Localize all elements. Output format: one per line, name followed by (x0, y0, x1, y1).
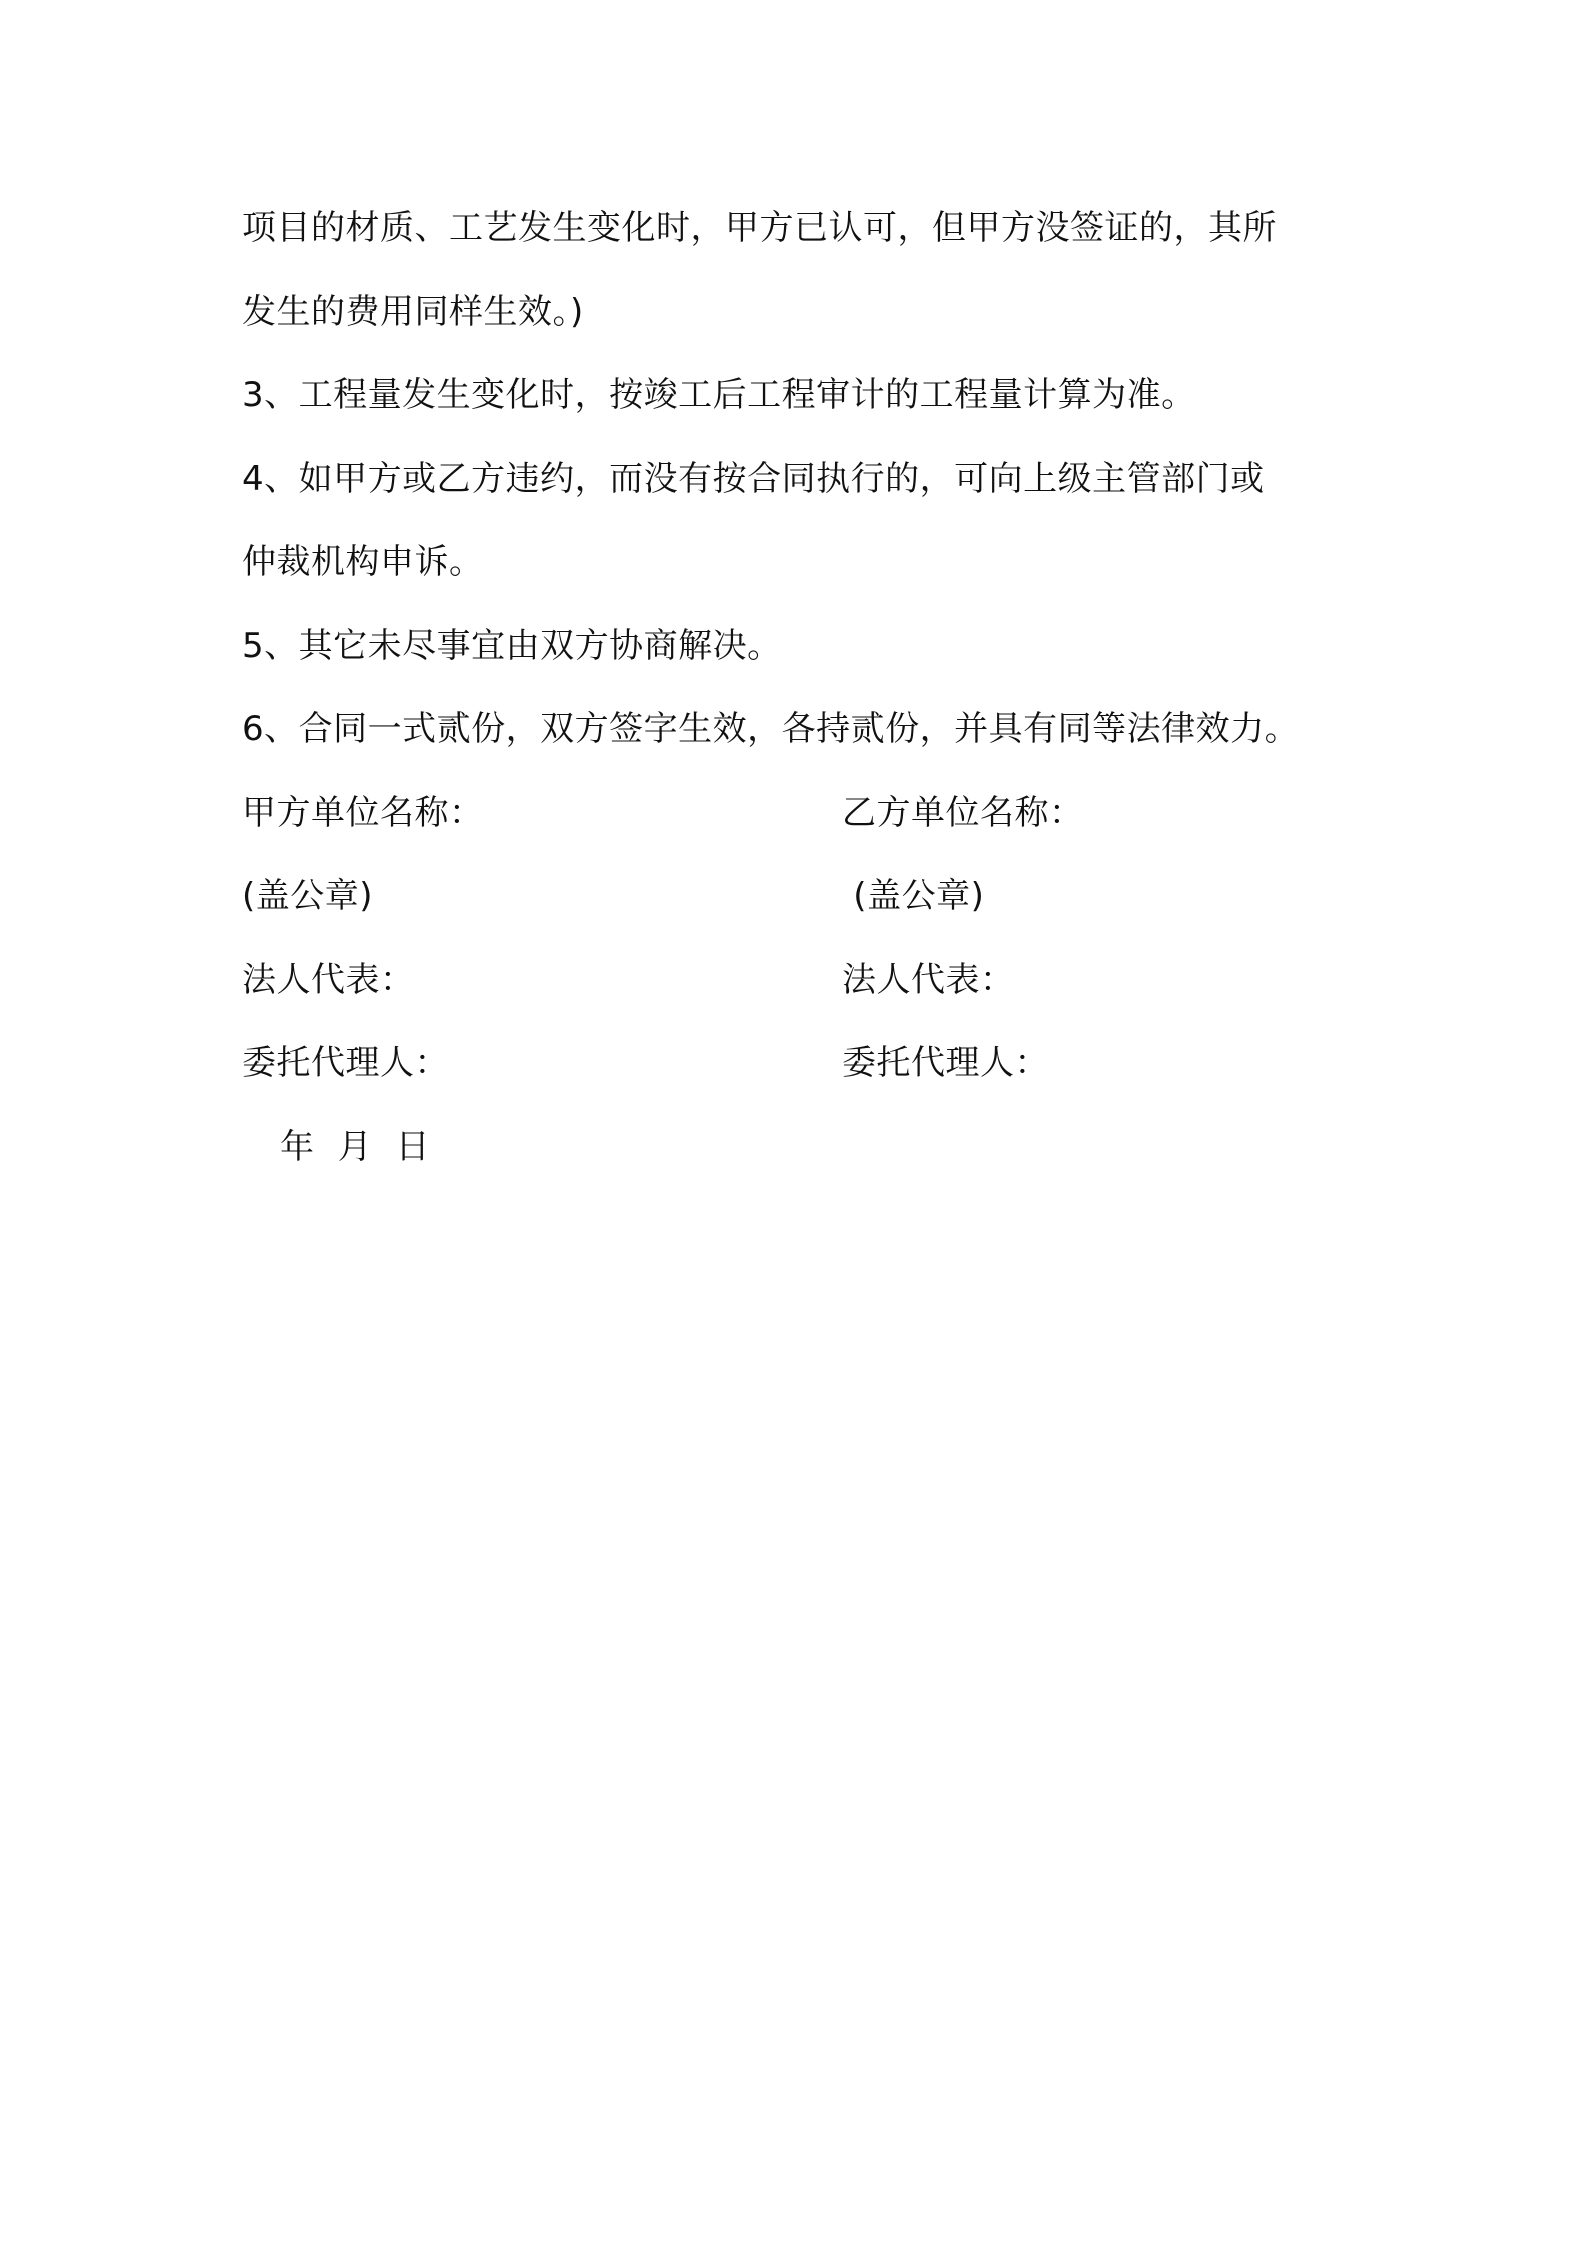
party-a-unit-name-label: 甲方单位名称： (242, 793, 484, 833)
clause-continuation-line-1: 项目的材质、工艺发生变化时，甲方已认可，但甲方没签证的，其所 (242, 208, 1277, 248)
clause-3: 3、工程量发生变化时，按竣工后工程审计的工程量计算为准。 (242, 375, 1196, 415)
party-a-agent-label: 委托代理人： (242, 1043, 449, 1083)
party-a-seal: (盖公章) (242, 876, 374, 916)
party-b-agent-label: 委托代理人： (842, 1043, 1049, 1083)
party-a-legal-rep-label: 法人代表： (242, 960, 415, 1000)
signing-date: 年 月 日 (280, 1127, 431, 1167)
clause-continuation-line-2: 发生的费用同样生效。) (242, 292, 584, 332)
party-b-seal: (盖公章) (842, 876, 985, 916)
clause-4-line-1: 4、如甲方或乙方违约，而没有按合同执行的，可向上级主管部门或 (242, 459, 1265, 499)
party-b-unit-name-label: 乙方单位名称： (842, 793, 1084, 833)
party-b-legal-rep-label: 法人代表： (842, 960, 1015, 1000)
clause-5: 5、其它未尽事宜由双方协商解决。 (242, 626, 782, 666)
clause-4-line-2: 仲裁机构申诉。 (242, 542, 484, 582)
clause-6: 6、合同一式贰份，双方签字生效，各持贰份，并具有同等法律效力。 (242, 709, 1300, 749)
